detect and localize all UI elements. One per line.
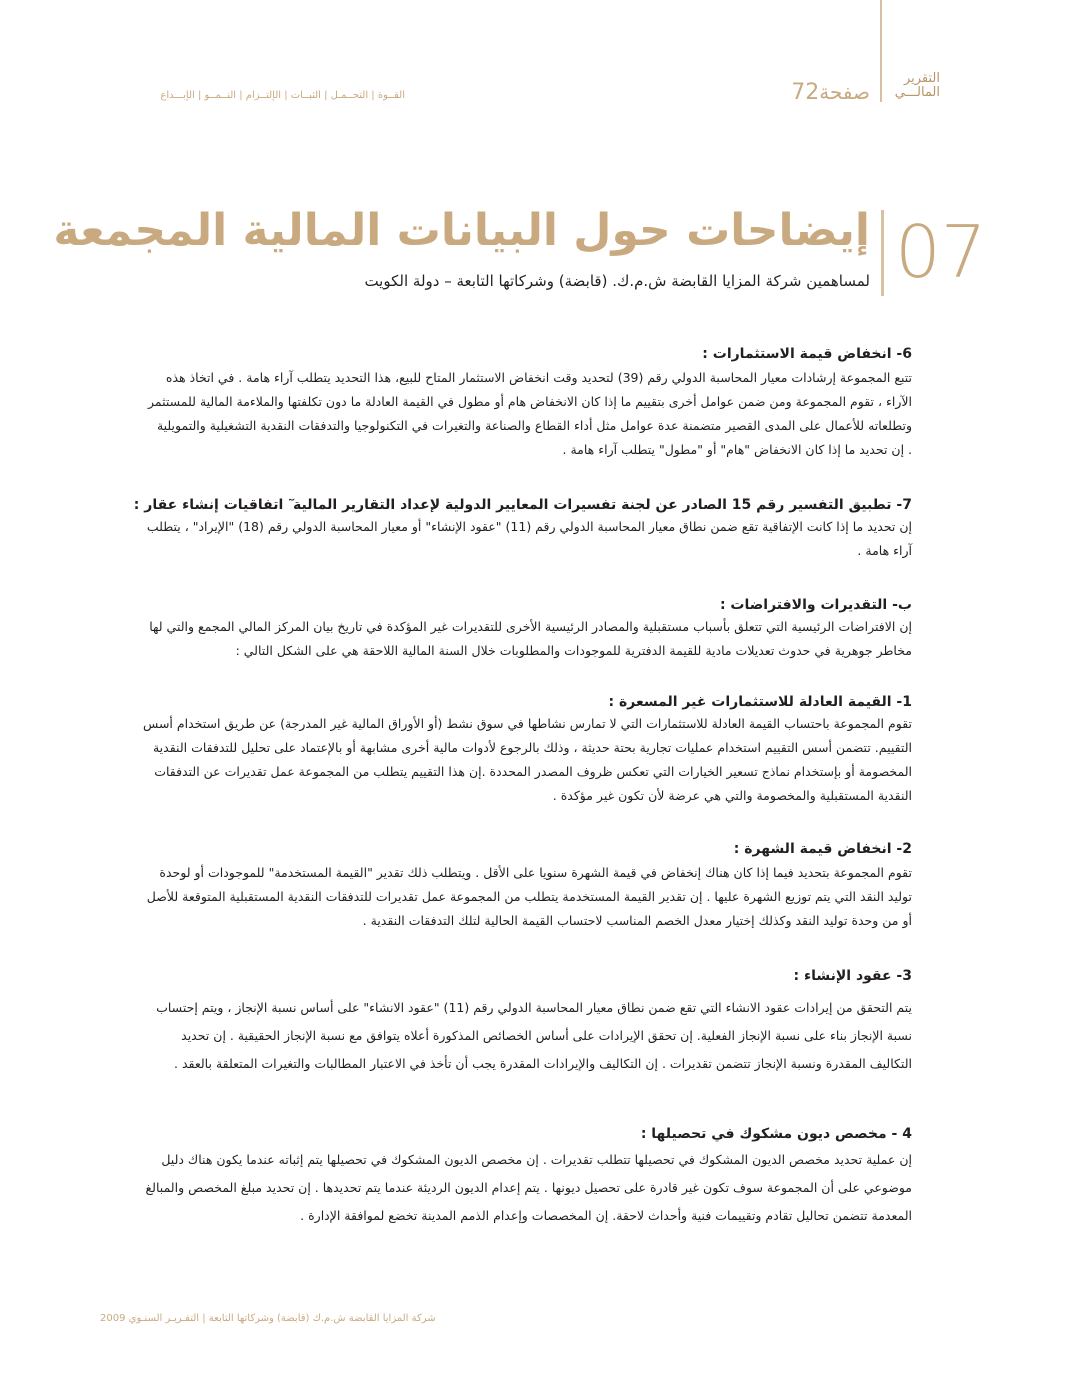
body-line: النقدية المستقبلية والمخصومة والتي هي عرضة لأن تكون غير مؤكدة . bbox=[552, 788, 912, 803]
title-vertical-rule bbox=[881, 210, 884, 296]
section-body bbox=[100, 712, 912, 808]
body-line: تقوم المجموعة بتحديد فيما إذا كان هناك إنخفاض في قيمة الشهرة سنويا على الأقل . ويتطلب ذلك تقدير "القيمة المستخدمة" للموجودات أو لوحدة bbox=[159, 865, 912, 880]
report-label bbox=[890, 72, 940, 100]
body-line: التقييم. تتضمن أسس التقييم استخدام عمليات تجارية بحتة حديثة ، وذلك بالرجوع لأدوات مالية أخرى مشابهة أو بالإعتماد على تحليل للتدفقات النقدية bbox=[152, 740, 912, 755]
section-doubtful-debts bbox=[100, 1126, 912, 1230]
body-line: إن تحديد ما إذا كانت الإتفاقية تقع ضمن نطاق معيار المحاسبة الدولي رقم (11) "عقود الإنشاء" أو معيار المحاسبة الدولي رقم (18) "الإيراد" ، يتطلب bbox=[146, 519, 912, 534]
body-line: أو من وحدة توليد النقد وكذلك إختيار معدل الخصم المناسب لاحتساب القيمة الحالية لتلك التدفقات النقدية . bbox=[362, 913, 912, 928]
body-line: نسبة الإنجاز بناء على نسبة الإنجاز الفعلية. إن تحقق الإيرادات على أساس الخصائص المذكورة أعلاه يتوافق مع نسبة الإنجاز الحقيقية . إن تحديد bbox=[181, 1028, 912, 1043]
body-line: التكاليف المقدرة ونسبة الإنجاز تتضمن تقديرات . إن التكاليف والإيرادات المقدرة يجب أن تأخذ في الاعتبار المطالبات والتغيرات المتعلقة بالعقد . bbox=[174, 1056, 912, 1071]
header-tagline: القــوة | التحــمـل | الثبــات | الإلتــزام | النــمــو | الإبـــداع bbox=[160, 90, 405, 101]
chapter-number: 07 bbox=[895, 210, 987, 294]
section-heading: 4 - مخصص ديون مشكوك في تحصيلها : bbox=[640, 1126, 912, 1142]
page-label bbox=[790, 80, 870, 105]
section-body bbox=[100, 515, 912, 563]
section-construction-contracts bbox=[100, 968, 912, 1078]
section-heading: 7- تطبيق التفسير رقم 15 الصادر عن لجنة تفسيرات المعايير الدولية لإعداد التقارير المالية ٓ اتفاقيات إنشاء عقار : bbox=[133, 497, 912, 513]
section-body bbox=[100, 366, 912, 462]
section-heading: ب- التقديرات والافتراضات : bbox=[719, 597, 912, 613]
body-line: توليد النقد التي يتم توزيع الشهرة عليها . إن تقدير القيمة المستخدمة يتطلب من المجموعة عمل تقديرات للتدفقات النقدية المستقبلية المتوقعة للأصل bbox=[146, 889, 912, 904]
body-line: مخاطر جوهرية في حدوث تعديلات مادية للقيمة الدفترية للموجودات والمطلوبات خلال السنة المالية اللاحقة هي على الشكل التالي : bbox=[235, 643, 912, 658]
body-line: وتطلعاته للأعمال على المدى القصير متضمنة عدة عوامل مثل أداء القطاع والصناعة والتغيرات في التكنولوجيا والتدفقات النقدية التشغيلية والتمويلية bbox=[156, 418, 912, 433]
footer-text: شركة المزايا القابضة ش.م.ك (قابضة) وشركاتها التابعة | التقـريـر السنـوي 2009 bbox=[100, 1313, 436, 1324]
body-line: المخصومة أو بإستخدام نماذج تسعير الخيارات التي تعكس ظروف المصدر المحددة .إن هذا التقييم يتطلب من المجموعة عمل تقديرات عن التدفقات bbox=[154, 764, 912, 779]
body-line: الآراء ، تقوم المجموعة ومن ضمن عوامل أخرى بتقييم ما إذا كان الانخفاض هام أو مطول في القيمة العادلة ما دون تكلفتها والملاءمة المالية للمستثمر bbox=[147, 394, 912, 409]
section-heading: 3- عقود الإنشاء : bbox=[793, 968, 912, 984]
section-heading: 1- القيمة العادلة للاستثمارات غير المسعرة : bbox=[608, 694, 912, 710]
body-line: تتبع المجموعة إرشادات معيار المحاسبة الدولي رقم (39) لتحديد وقت انخفاض الاستثمار المتاح للبيع، هذا التحديد يتطلب آراء هامة . في اتخاذ هذه bbox=[165, 370, 912, 385]
body-line: إن الافتراضات الرئيسية التي تتعلق بأسباب مستقبلية والمصادر الرئيسية الأخرى للتقديرات غير المؤكدة في تاريخ بيان المركز المالي المجمع والتي لها bbox=[149, 619, 912, 634]
section-heading: 2- انخفاض قيمة الشهرة : bbox=[733, 841, 912, 857]
section-body bbox=[100, 615, 912, 663]
section-body bbox=[100, 994, 912, 1078]
header-vertical-rule bbox=[880, 0, 882, 102]
section-estimates-assumptions bbox=[100, 597, 912, 663]
body-line: موضوعي على أن المجموعة سوف تكون غير قادرة على تحصيل ديونها . يتم إعدام الديون الرديئة عندما يتم تحديدها . إن تحديد مبلغ المخصص والمبالغ bbox=[145, 1180, 912, 1195]
page-subtitle: لمساهمين شركة المزايا القابضة ش.م.ك. (قابضة) وشركاتها التابعة – دولة الكويت bbox=[364, 272, 870, 290]
section-unquoted-fair-value bbox=[100, 694, 912, 808]
section-heading: 6- انخفاض قيمة الاستثمارات : bbox=[702, 346, 912, 362]
body-line: المعدمة تتضمن تحاليل تقادم وتقييمات فنية وأحداث لاحقة. إن المخصصات وإعدام الذمم المدينة تخضع لموافقة الإدارة . bbox=[300, 1208, 912, 1223]
section-body bbox=[100, 861, 912, 933]
report-label-line1: التقرير bbox=[903, 71, 940, 86]
body-line: . إن تحديد ما إذا كان الانخفاض "هام" أو "مطول" يتطلب آراء هامة . bbox=[562, 442, 912, 457]
section-body bbox=[100, 1146, 912, 1230]
body-line: يتم التحقق من إيرادات عقود الانشاء التي تقع ضمن نطاق معيار المحاسبة الدولي رقم (11) "عقود الانشاء" على أساس نسبة الإنجاز ، ويتم إحتساب bbox=[156, 1000, 912, 1015]
section-investments-impairment bbox=[100, 346, 912, 462]
body-line: إن عملية تحديد مخصص الديون المشكوك في تحصيلها تتطلب تقديرات . إن مخصص الديون المشكوك في تحصيلها يتم إثباته عندما يكون هناك دليل bbox=[161, 1152, 912, 1167]
page-number: 72 bbox=[791, 80, 820, 105]
body-line: آراء هامة . bbox=[857, 543, 912, 558]
section-goodwill-impairment bbox=[100, 841, 912, 933]
body-line: تقوم المجموعة باحتساب القيمة العادلة للاستثمارات التي لا تمارس نشاطها في سوق نشط (أو الأوراق المالية غير المدرجة) عن طريق استخدام أسس bbox=[143, 716, 912, 731]
page-word: صفحة bbox=[819, 80, 870, 104]
report-label-line2: المالـــي bbox=[894, 85, 940, 100]
page-title: إيضاحات حول البيانات المالية المجمعة bbox=[53, 205, 870, 256]
section-ifric-15 bbox=[100, 497, 912, 563]
